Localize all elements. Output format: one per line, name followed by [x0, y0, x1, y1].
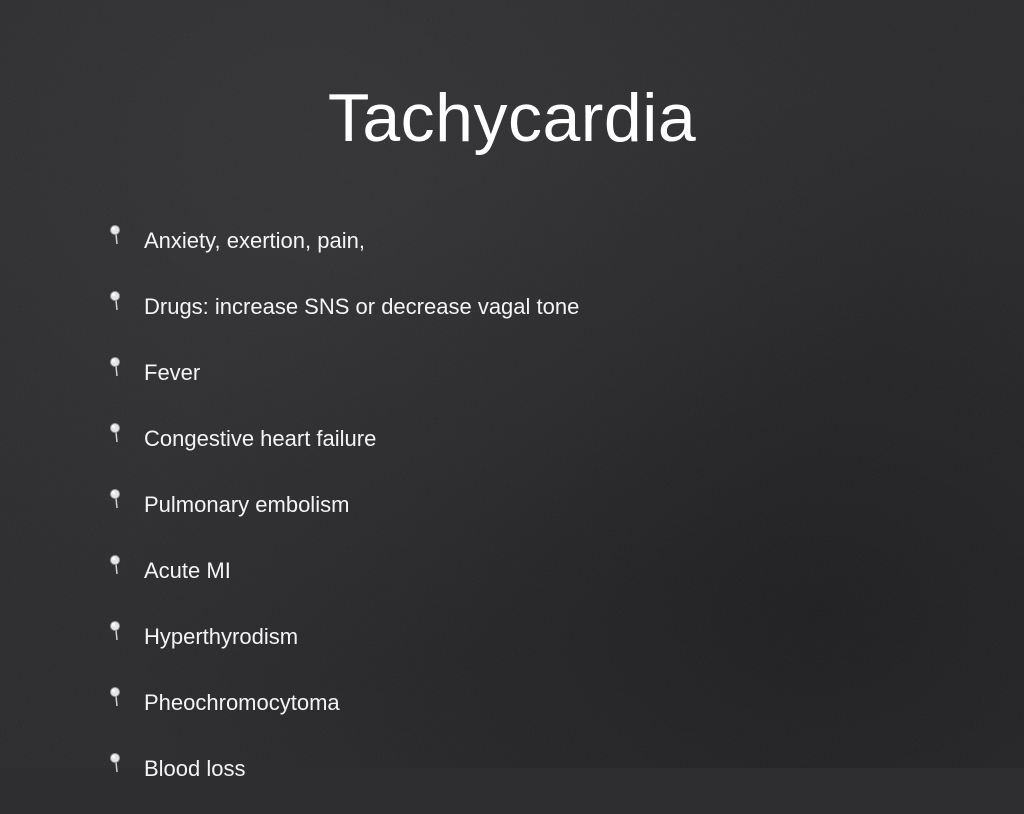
pushpin-icon	[108, 356, 124, 378]
list-item	[108, 484, 579, 550]
pushpin-icon	[108, 422, 124, 444]
list-item	[108, 352, 579, 418]
list-item	[108, 418, 579, 484]
bullet-text: Hyperthyrodism	[144, 624, 299, 649]
bullet-list	[108, 220, 579, 814]
list-item	[108, 748, 579, 814]
bullet-text: Congestive heart failure	[144, 426, 377, 451]
pushpin-icon	[108, 488, 124, 510]
bullet-text: Fever	[144, 360, 201, 385]
slide-title: Tachycardia	[327, 80, 697, 156]
list-item	[108, 682, 579, 748]
pushpin-icon	[108, 620, 124, 642]
list-item	[108, 550, 579, 616]
pushpin-icon	[108, 686, 124, 708]
bullet-text: Pheochromocytoma	[144, 690, 340, 715]
bullet-text: Blood loss	[144, 756, 246, 781]
bullet-text: Drugs: increase SNS or decrease vagal tone	[144, 294, 580, 319]
list-item	[108, 286, 579, 352]
pushpin-icon	[108, 224, 124, 246]
list-item	[108, 616, 579, 682]
pushpin-icon	[108, 752, 124, 774]
bullet-text: Acute MI	[144, 558, 231, 583]
bullet-text: Pulmonary embolism	[144, 492, 350, 517]
pushpin-icon	[108, 554, 124, 576]
list-item	[108, 220, 579, 286]
bullet-text: Anxiety, exertion, pain,	[144, 228, 365, 253]
pushpin-icon	[108, 290, 124, 312]
